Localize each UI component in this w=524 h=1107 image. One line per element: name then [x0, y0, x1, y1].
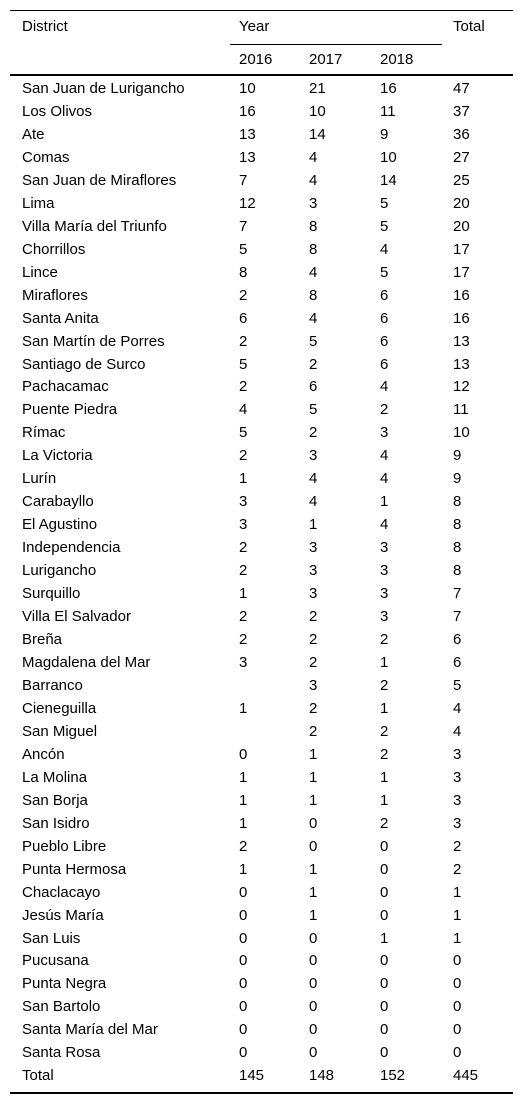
district-cell: Los Olivos	[22, 102, 93, 120]
year-2016-cell: 12	[239, 194, 256, 212]
total-cell: 47	[453, 80, 470, 97]
year-2018-cell: 2	[380, 631, 389, 649]
table-row	[0, 493, 524, 516]
district-cell: Total	[22, 1067, 54, 1085]
district-cell: Punta Negra	[22, 975, 107, 993]
year-group-rule	[230, 44, 442, 45]
table-row	[0, 378, 524, 401]
table-row	[0, 356, 524, 379]
table-row	[0, 103, 524, 126]
district-cell: Miraflores	[22, 286, 88, 304]
district-cell: San Juan de Lurigancho	[22, 80, 185, 97]
district-cell: Santiago de Surco	[22, 355, 146, 373]
year-2017-cell: 4	[309, 470, 318, 488]
year-2018-cell: 0	[380, 998, 389, 1016]
district-cell: San Luis	[22, 929, 81, 947]
district-cell: Villa El Salvador	[22, 608, 131, 626]
year-2016-cell: 3	[239, 493, 248, 511]
total-cell: 7	[453, 585, 462, 603]
total-cell: 12	[453, 378, 470, 396]
district-cell: Chaclacayo	[22, 883, 101, 901]
table-row	[0, 861, 524, 884]
year-2017-cell: 2	[309, 722, 318, 740]
total-cell: 0	[453, 952, 462, 970]
table-row	[0, 241, 524, 264]
year-2016-cell: 2	[239, 539, 248, 557]
district-cell: Breña	[22, 631, 63, 649]
table-row	[0, 264, 524, 287]
year-2016-cell: 6	[239, 309, 248, 327]
district-cell: Lima	[22, 194, 55, 212]
district-cell: Pucusana	[22, 952, 89, 970]
year-2016-cell: 3	[239, 654, 248, 671]
total-cell: 37	[453, 102, 470, 120]
year-2018-cell: 1	[380, 791, 389, 809]
year-2016-cell: 0	[239, 906, 248, 924]
table-row	[0, 195, 524, 218]
year-2018-cell: 152	[380, 1067, 406, 1085]
year-2016-cell: 0	[239, 1021, 248, 1039]
district-cell: Chorrillos	[22, 240, 86, 258]
year-2017-cell: 1	[309, 791, 318, 809]
table-row	[0, 930, 524, 953]
table-row	[0, 975, 524, 998]
year-2017-cell: 3	[309, 539, 318, 557]
district-cell: Barranco	[22, 676, 83, 694]
year-2016-cell: 2	[239, 378, 248, 396]
year-2018-cell: 3	[380, 562, 389, 580]
total-cell: 13	[453, 355, 470, 373]
table-row	[0, 172, 524, 195]
district-cell: Santa Anita	[22, 309, 99, 327]
year-2018-cell: 16	[380, 80, 397, 97]
year-2017-cell: 0	[309, 837, 318, 855]
year-2018-cell: 11	[380, 102, 396, 120]
top-rule	[10, 10, 513, 11]
year-2018-cell: 3	[380, 585, 389, 603]
table-row	[0, 218, 524, 241]
year-2018-cell: 0	[380, 906, 389, 924]
year-2018-cell: 2	[380, 814, 389, 832]
year-2018-cell: 2	[380, 745, 389, 763]
district-cell: Pachacamac	[22, 378, 109, 396]
year-2016-cell: 2	[239, 447, 248, 465]
total-cell: 3	[453, 791, 462, 809]
total-cell: 8	[453, 516, 462, 534]
year-2018-cell: 3	[380, 424, 389, 442]
year-2017-cell: 8	[309, 286, 318, 304]
year-2016-cell: 10	[239, 80, 256, 97]
table-row	[0, 80, 524, 103]
header-rule	[10, 74, 513, 76]
table-row	[0, 287, 524, 310]
year-2017-cell: 3	[309, 676, 318, 694]
year-2018-cell: 4	[380, 447, 389, 465]
year-2017-cell: 0	[309, 952, 318, 970]
district-cell: El Agustino	[22, 516, 98, 534]
year-2016-cell: 0	[239, 745, 248, 763]
table-row	[0, 126, 524, 149]
total-cell: 7	[453, 608, 462, 626]
table-row	[0, 700, 524, 723]
year-2017-cell: 4	[309, 148, 318, 166]
year-2016-cell: 0	[239, 975, 248, 993]
year-2018-cell: 1	[380, 699, 389, 717]
district-cell: Magdalena del Mar	[22, 654, 151, 671]
total-cell: 6	[453, 654, 462, 671]
year-2016-cell: 1	[239, 860, 248, 878]
district-cell: Surquillo	[22, 585, 81, 603]
year-2018-cell: 0	[380, 1044, 389, 1062]
total-cell: 0	[453, 1021, 462, 1039]
year-2018-cell: 0	[380, 1021, 389, 1039]
total-cell: 11	[453, 401, 469, 419]
year-2017-cell: 6	[309, 378, 318, 396]
total-cell: 16	[453, 286, 470, 304]
year-2018-cell: 3	[380, 539, 389, 557]
table-row	[0, 424, 524, 447]
district-cell: Rímac	[22, 424, 66, 442]
year-2018-cell: 4	[380, 240, 389, 258]
total-cell: 6	[453, 631, 462, 649]
header-year-2017: 2017	[309, 51, 343, 68]
year-2017-cell: 1	[309, 768, 318, 786]
year-2018-cell: 6	[380, 309, 389, 327]
year-2016-cell: 2	[239, 562, 248, 580]
year-2017-cell: 8	[309, 240, 318, 258]
year-2016-cell: 13	[239, 125, 256, 143]
district-cell: La Molina	[22, 768, 88, 786]
total-cell: 17	[453, 240, 470, 258]
total-cell: 20	[453, 194, 470, 212]
year-2018-cell: 10	[380, 148, 397, 166]
year-2016-cell: 5	[239, 240, 248, 258]
year-2017-cell: 1	[309, 860, 318, 878]
total-cell: 3	[453, 814, 462, 832]
year-2016-cell: 2	[239, 332, 248, 350]
year-2018-cell: 5	[380, 217, 389, 235]
year-2016-cell: 4	[239, 401, 248, 419]
year-2017-cell: 0	[309, 929, 318, 947]
district-cell: Villa María del Triunfo	[22, 217, 167, 235]
table-row	[0, 470, 524, 493]
district-cell: San Borja	[22, 791, 88, 809]
total-cell: 3	[453, 768, 462, 786]
total-cell: 8	[453, 539, 462, 557]
table-row	[0, 1044, 524, 1067]
year-2018-cell: 0	[380, 837, 389, 855]
table-row	[0, 677, 524, 700]
header-year-2016: 2016	[239, 51, 273, 68]
total-cell: 4	[453, 722, 462, 740]
total-cell: 10	[453, 424, 470, 442]
year-2017-cell: 0	[309, 975, 318, 993]
year-2017-cell: 4	[309, 493, 318, 511]
year-2017-cell: 21	[309, 80, 326, 97]
year-2018-cell: 6	[380, 286, 389, 304]
year-2016-cell: 0	[239, 1044, 248, 1062]
table-row	[0, 792, 524, 815]
total-cell: 2	[453, 837, 462, 855]
table-row	[0, 608, 524, 631]
total-cell: 16	[453, 309, 470, 327]
year-2017-cell: 2	[309, 355, 318, 373]
year-2017-cell: 148	[309, 1067, 335, 1085]
table-row	[0, 838, 524, 861]
year-2018-cell: 0	[380, 860, 389, 878]
year-2018-cell: 0	[380, 883, 389, 901]
year-2017-cell: 2	[309, 631, 318, 649]
district-cell: Santa Rosa	[22, 1044, 101, 1062]
table-row	[0, 631, 524, 654]
year-2016-cell: 3	[239, 516, 248, 534]
header-year: Year	[239, 18, 270, 35]
year-2016-cell: 0	[239, 998, 248, 1016]
district-cell: Lince	[22, 263, 58, 281]
district-cell: Pueblo Libre	[22, 837, 107, 855]
year-2017-cell: 4	[309, 309, 318, 327]
year-2017-cell: 8	[309, 217, 318, 235]
district-cell: San Juan de Miraflores	[22, 171, 177, 189]
year-2016-cell: 2	[239, 608, 248, 626]
year-2017-cell: 0	[309, 814, 318, 832]
total-cell: 5	[453, 676, 462, 694]
total-row	[0, 1067, 524, 1090]
district-cell: Carabayllo	[22, 493, 94, 511]
table-row	[0, 447, 524, 470]
total-cell: 17	[453, 263, 470, 281]
year-2017-cell: 10	[309, 102, 326, 120]
year-2017-cell: 5	[309, 401, 318, 419]
year-2017-cell: 2	[309, 654, 318, 671]
total-cell: 3	[453, 745, 462, 763]
table-row	[0, 815, 524, 838]
year-2018-cell: 2	[380, 722, 389, 740]
year-2017-cell: 1	[309, 516, 318, 534]
year-2016-cell: 5	[239, 355, 248, 373]
year-2017-cell: 0	[309, 1044, 318, 1062]
year-2018-cell: 5	[380, 194, 389, 212]
district-cell: Independencia	[22, 539, 121, 557]
district-cell: San Martín de Porres	[22, 332, 165, 350]
total-cell: 4	[453, 699, 462, 717]
district-cell: San Bartolo	[22, 998, 101, 1016]
year-2017-cell: 5	[309, 332, 318, 350]
district-cell: Jesús María	[22, 906, 104, 924]
table-row	[0, 654, 524, 677]
year-2016-cell: 13	[239, 148, 256, 166]
header-total: Total	[453, 18, 485, 35]
table-row	[0, 746, 524, 769]
table-row	[0, 310, 524, 333]
total-cell: 13	[453, 332, 470, 350]
district-cell: La Victoria	[22, 447, 93, 465]
year-2017-cell: 14	[309, 125, 326, 143]
total-cell: 27	[453, 148, 470, 166]
total-cell: 0	[453, 998, 462, 1016]
table-row	[0, 149, 524, 172]
year-2016-cell: 0	[239, 929, 248, 947]
year-2016-cell: 1	[239, 585, 248, 603]
district-cell: Ancón	[22, 745, 65, 763]
year-2016-cell: 7	[239, 217, 248, 235]
year-2017-cell: 2	[309, 424, 318, 442]
total-cell: 36	[453, 125, 470, 143]
year-2016-cell: 0	[239, 952, 248, 970]
table-row	[0, 952, 524, 975]
table-row	[0, 1021, 524, 1044]
year-2017-cell: 2	[309, 608, 318, 626]
district-cell: Santa María del Mar	[22, 1021, 158, 1039]
district-cell: Punta Hermosa	[22, 860, 127, 878]
year-2018-cell: 4	[380, 516, 389, 534]
year-2016-cell: 1	[239, 699, 248, 717]
table-row	[0, 333, 524, 356]
year-2018-cell: 2	[380, 401, 389, 419]
district-cell: Ate	[22, 125, 45, 143]
total-cell: 8	[453, 562, 462, 580]
year-2017-cell: 3	[309, 447, 318, 465]
year-2018-cell: 1	[380, 493, 389, 511]
year-2018-cell: 6	[380, 332, 389, 350]
year-2016-cell: 2	[239, 286, 248, 304]
total-cell: 1	[453, 906, 462, 924]
year-2018-cell: 1	[380, 768, 389, 786]
table-row	[0, 562, 524, 585]
year-2016-cell: 16	[239, 102, 256, 120]
district-cell: San Miguel	[22, 722, 98, 740]
total-cell: 1	[453, 929, 462, 947]
year-2017-cell: 1	[309, 745, 318, 763]
year-2016-cell: 8	[239, 263, 248, 281]
district-cell: Lurigancho	[22, 562, 97, 580]
year-2016-cell: 1	[239, 791, 248, 809]
total-cell: 0	[453, 1044, 462, 1062]
year-2018-cell: 0	[380, 975, 389, 993]
total-cell: 20	[453, 217, 470, 235]
table-row	[0, 998, 524, 1021]
year-2018-cell: 9	[380, 125, 389, 143]
year-2016-cell: 2	[239, 631, 248, 649]
total-cell: 2	[453, 860, 462, 878]
year-2017-cell: 0	[309, 1021, 318, 1039]
total-cell: 0	[453, 975, 462, 993]
district-cell: Lurín	[22, 470, 57, 488]
table-row	[0, 516, 524, 539]
year-2018-cell: 14	[380, 171, 397, 189]
total-cell: 8	[453, 493, 462, 511]
year-2016-cell: 5	[239, 424, 248, 442]
table-row	[0, 884, 524, 907]
year-2017-cell: 3	[309, 194, 318, 212]
total-cell: 1	[453, 883, 462, 901]
district-cell: Comas	[22, 148, 70, 166]
year-2016-cell: 1	[239, 470, 248, 488]
table-row	[0, 769, 524, 792]
year-2016-cell: 2	[239, 837, 248, 855]
table-row	[0, 907, 524, 930]
year-2018-cell: 4	[380, 470, 389, 488]
total-cell: 25	[453, 171, 470, 189]
year-2017-cell: 4	[309, 171, 318, 189]
district-cell: San Isidro	[22, 814, 90, 832]
bottom-rule	[10, 1092, 513, 1094]
year-2016-cell: 1	[239, 768, 248, 786]
year-2018-cell: 1	[380, 654, 389, 671]
district-cell: Puente Piedra	[22, 401, 118, 419]
year-2016-cell: 7	[239, 171, 248, 189]
year-2016-cell: 145	[239, 1067, 265, 1085]
header-district: District	[22, 18, 68, 35]
year-2017-cell: 1	[309, 906, 318, 924]
total-cell: 9	[453, 470, 462, 488]
year-2018-cell: 4	[380, 378, 389, 396]
year-2016-cell: 1	[239, 814, 248, 832]
year-2018-cell: 1	[380, 929, 389, 947]
year-2017-cell: 0	[309, 998, 318, 1016]
year-2018-cell: 5	[380, 263, 389, 281]
table-row	[0, 401, 524, 424]
year-2016-cell: 0	[239, 883, 248, 901]
year-2017-cell: 3	[309, 562, 318, 580]
total-cell: 445	[453, 1067, 479, 1085]
table-row	[0, 585, 524, 608]
year-2018-cell: 3	[380, 608, 389, 626]
year-2018-cell: 6	[380, 355, 389, 373]
table-row	[0, 723, 524, 746]
header-year-2018: 2018	[380, 51, 414, 68]
year-2017-cell: 2	[309, 699, 318, 717]
year-2018-cell: 0	[380, 952, 389, 970]
table-row	[0, 539, 524, 562]
year-2018-cell: 2	[380, 676, 389, 694]
year-2017-cell: 1	[309, 883, 318, 901]
year-2017-cell: 4	[309, 263, 318, 281]
district-cell: Cieneguilla	[22, 699, 97, 717]
total-cell: 9	[453, 447, 462, 465]
year-2017-cell: 3	[309, 585, 318, 603]
